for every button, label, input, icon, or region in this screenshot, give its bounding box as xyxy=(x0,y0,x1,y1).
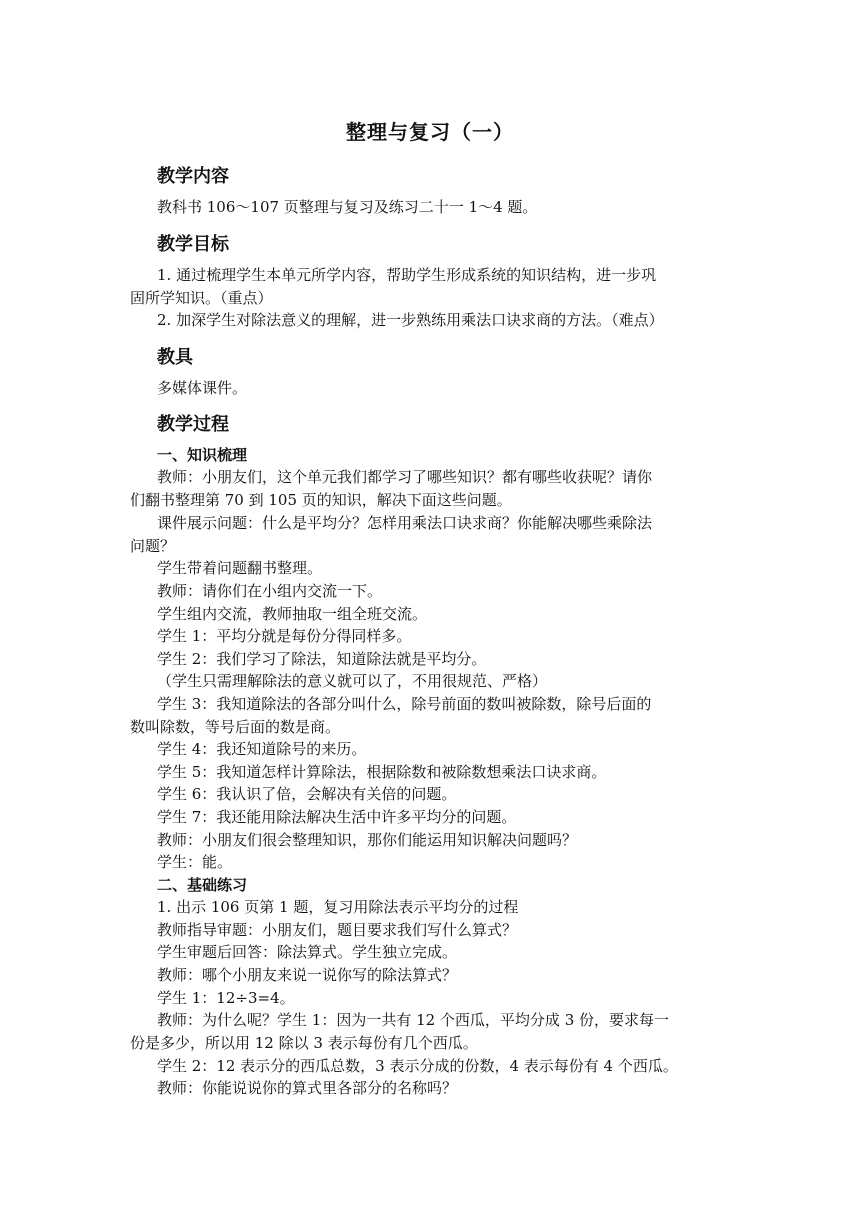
part2-line: 学生 2：12 表示分的西瓜总数，3 表示分成的份数，4 表示每份有 4 个西瓜。 xyxy=(157,1057,678,1075)
part2-line: 学生审题后回答：除法算式。学生独立完成。 xyxy=(157,943,458,961)
page-title: 整理与复习（一） xyxy=(346,120,514,144)
part1-line: 学生带着问题翻书整理。 xyxy=(157,559,323,577)
part2-line: 1. 出示 106 页第 1 题，复习用除法表示平均分的过程 xyxy=(157,898,519,916)
part2-line: 份是多少，所以用 12 除以 3 表示每份有几个西瓜。 xyxy=(130,1034,478,1052)
part2-line: 教师：你能说说你的算式里各部分的名称吗？ xyxy=(157,1079,458,1097)
heading-teaching-content: 教学内容 xyxy=(157,166,229,187)
part1-line: 学生 3：我知道除法的各部分叫什么，除号前面的数叫被除数，除号后面的 xyxy=(157,695,652,713)
heading-teaching-goals: 教学目标 xyxy=(157,234,229,255)
subheading-basic-practice: 二、基础练习 xyxy=(157,876,248,894)
part2-line: 教师：为什么呢？学生 1：因为一共有 12 个西瓜，平均分成 3 份，要求每一 xyxy=(157,1011,670,1029)
subheading-knowledge-review: 一、知识梳理 xyxy=(157,446,248,464)
part1-line: 学生 5：我知道怎样计算除法，根据除数和被除数想乘法口诀求商。 xyxy=(157,763,607,781)
part1-line: 学生：能。 xyxy=(157,853,233,871)
part2-line: 学生 1：12÷3=4。 xyxy=(157,989,295,1007)
part1-line: 学生 4：我还知道除号的来历。 xyxy=(157,740,367,758)
goal-1-line-2: 固所学知识。（重点） xyxy=(130,289,273,307)
part1-line: 们翻书整理第 70 到 105 页的知识，解决下面这些问题。 xyxy=(130,491,512,509)
part2-line: 教师指导审题：小朋友们，题目要求我们写什么算式？ xyxy=(157,921,518,939)
part1-line: （学生只需理解除法的意义就可以了，不用很规范、严格） xyxy=(157,672,548,690)
goal-2: 2. 加深学生对除法意义的理解，进一步熟练用乘法口诀求商的方法。（难点） xyxy=(157,311,664,329)
part1-line: 课件展示问题：什么是平均分？怎样用乘法口诀求商？你能解决哪些乘除法 xyxy=(157,514,653,532)
part1-line: 数叫除数，等号后面的数是商。 xyxy=(130,718,341,736)
part1-line: 学生组内交流，教师抽取一组全班交流。 xyxy=(157,605,428,623)
part1-line: 教师：小朋友们，这个单元我们都学习了哪些知识？都有哪些收获呢？请你 xyxy=(157,468,653,486)
part1-line: 问题？ xyxy=(130,537,176,555)
heading-teaching-tools: 教具 xyxy=(157,347,193,368)
part2-line: 教师：哪个小朋友来说一说你写的除法算式？ xyxy=(157,966,458,984)
part1-line: 学生 7：我还能用除法解决生活中许多平均分的问题。 xyxy=(157,808,517,826)
part1-line: 学生 2：我们学习了除法，知道除法就是平均分。 xyxy=(157,650,487,668)
part1-line: 学生 1：平均分就是每份分得同样多。 xyxy=(157,627,412,645)
part1-line: 学生 6：我认识了倍，会解决有关倍的问题。 xyxy=(157,785,457,803)
goal-1-line-1: 1. 通过梳理学生本单元所学内容，帮助学生形成系统的知识结构，进一步巩 xyxy=(157,266,657,284)
paragraph-teaching-content: 教科书 106～107 页整理与复习及练习二十一 1～4 题。 xyxy=(157,198,538,216)
part1-line: 教师：请你们在小组内交流一下。 xyxy=(157,582,383,600)
paragraph-teaching-tools: 多媒体课件。 xyxy=(157,379,248,397)
part1-line: 教师：小朋友们很会整理知识，那你们能运用知识解决问题吗？ xyxy=(157,831,578,849)
heading-teaching-process: 教学过程 xyxy=(157,414,229,435)
